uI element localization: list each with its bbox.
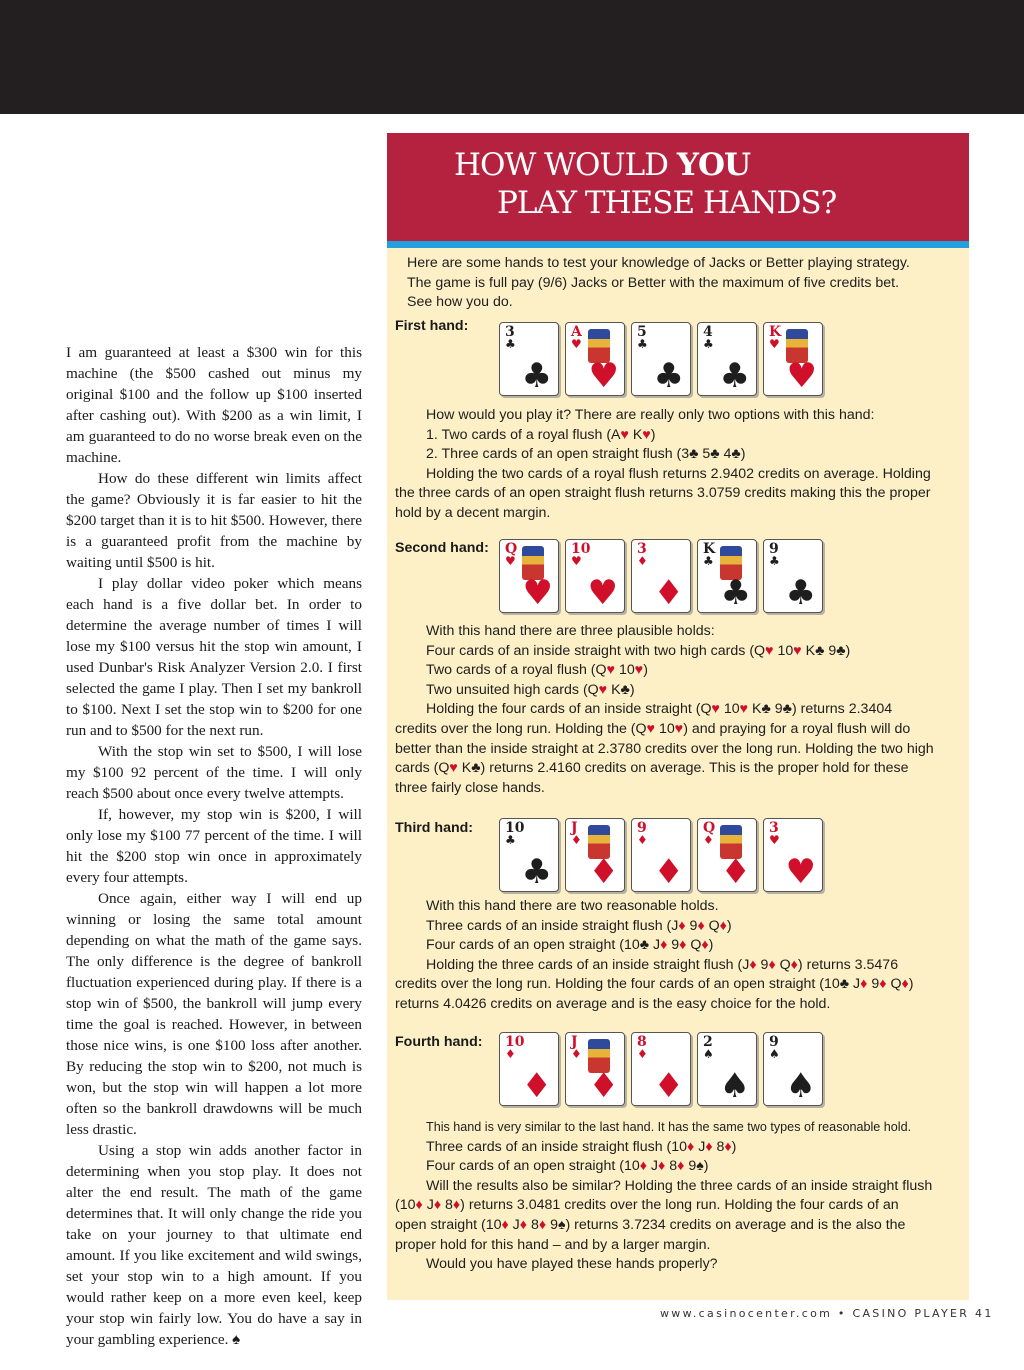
card-suit-icon: ♥ [588, 356, 619, 396]
description-line: credits over the long run. Holding the four cards of an open straight (10♣ J♦ 9♦ Q♦) [395, 976, 914, 993]
description-line: Holding the three cards of an inside straight flush (J♦ 9♦ Q♦) returns 3.5476 [426, 956, 899, 973]
playing-card [631, 818, 691, 892]
card-suit-icon: ♦ [588, 852, 619, 892]
playing-card [499, 539, 559, 613]
card-rank: 9 [769, 541, 779, 557]
card-rank: K [703, 541, 716, 557]
card-suit-pip: ♦ [571, 1047, 582, 1061]
third-hand-description [395, 897, 961, 1015]
card-suit-pip: ♣ [703, 554, 714, 568]
playing-card [565, 539, 625, 613]
description-line: With this hand there are three plausible holds: [426, 623, 715, 639]
card-rank: A [571, 324, 582, 340]
first-hand-description [395, 406, 961, 524]
third-hand-label: Third hand: [395, 820, 474, 836]
intro-line: Here are some hands to test your knowledge of Jacks or Better playing strategy. [407, 255, 910, 271]
description-line: Holding the four cards of an inside straight (Q♥ 10♥ K♣ 9♣) returns 2.3404 [426, 701, 893, 718]
description-line: Three cards of an inside straight flush (J♦ 9♦ Q♦) [426, 917, 732, 934]
card-suit-pip: ♦ [505, 1047, 516, 1061]
playing-card [697, 539, 757, 613]
card-suit-pip: ♣ [703, 337, 714, 351]
top-black-bar [0, 0, 1024, 114]
playing-card [565, 322, 625, 396]
card-suit-pip: ♥ [769, 337, 780, 351]
card-suit-pip: ♣ [505, 833, 516, 847]
intro-line: The game is full pay (9/6) Jacks or Better with the maximum of five credits bet. [407, 274, 900, 291]
description-line: With this hand there are two reasonable holds. [426, 898, 719, 914]
intro-line: See how you do. [407, 294, 513, 311]
card-suit-icon: ♥ [587, 573, 618, 613]
article-text-column [66, 342, 362, 1350]
card-suit-icon: ♥ [786, 356, 817, 396]
sidebar-banner [387, 133, 969, 241]
sidebar-intro [407, 254, 962, 313]
description-line: Three cards of an inside straight flush (10♦ J♦ 8♦) [426, 1138, 737, 1155]
description-line: 1. Two cards of a royal flush (A♥ K♥) [426, 426, 656, 443]
card-suit-pip: ♦ [637, 1047, 648, 1061]
card-suit-pip: ♣ [637, 337, 648, 351]
card-suit-icon: ♣ [653, 356, 684, 396]
article-paragraph: Once again, either way I will end up winning or losing the same total amount depending on what the math of the game says. The only difference is the degree of bankroll fluctuation experienced during play. If there is a stop win of $500, the bankroll will jump every time the goal is reached. However, in between those nice wins, is one $100 loss after another. By reducing the stop win to $200, not much is won, but the stop win will happen a lot more often so the bankroll drawdowns will be much less drastic. [66, 890, 362, 1138]
description-line: 2. Three cards of an open straight flush (3♣ 5♣ 4♣) [426, 446, 746, 463]
card-suit-icon: ♦ [521, 1066, 552, 1106]
banner-title-line1 [454, 147, 750, 183]
card-rank: J [571, 820, 578, 836]
playing-card [631, 322, 691, 396]
card-rank: 5 [637, 324, 647, 340]
card-suit-icon: ♣ [720, 573, 751, 613]
card-suit-icon: ♦ [720, 852, 751, 892]
playing-card [499, 818, 559, 892]
description-line: better than the inside straight at 2.3780 credits over the long run. Holding the two high [395, 740, 934, 757]
description-line: This hand is very similar to the last hand. It has the same two types of reasonable hold. [426, 1120, 912, 1134]
card-rank: 3 [637, 541, 647, 557]
playing-card [565, 1032, 625, 1106]
card-suit-pip: ♦ [637, 833, 648, 847]
card-suit-icon: ♦ [653, 1066, 684, 1106]
fourth-hand-description [395, 1118, 961, 1275]
playing-card [697, 1032, 757, 1106]
article-paragraph: With the stop win set to $500, I will lose my $100 92 percent of the time. I will only reach $500 about once every twelve attempts. [66, 743, 362, 802]
description-line: three fairly close hands. [395, 779, 545, 796]
first-hand-label: First hand: [395, 318, 469, 334]
card-rank: 10 [505, 820, 525, 836]
card-suit-pip: ♦ [637, 554, 648, 568]
card-suit-pip: ♠ [703, 1047, 714, 1061]
card-rank: 3 [769, 820, 779, 836]
playing-card [631, 539, 691, 613]
card-rank: J [571, 1034, 578, 1050]
card-rank: K [769, 324, 782, 340]
card-rank: 8 [637, 1034, 647, 1050]
card-rank: 9 [637, 820, 647, 836]
playing-card [631, 1032, 691, 1106]
description-line: cards (Q♥ K♣) returns 2.4160 credits on average. This is the proper hold for these [395, 760, 909, 777]
card-rank: Q [703, 820, 716, 836]
card-rank: 9 [769, 1034, 779, 1050]
card-suit-icon: ♥ [522, 573, 553, 613]
article-paragraph: How do these different win limits affect the game? Obviously it is far easier to hit the $200 target than it is to hit $500. However, there is a guaranteed profit from the machine by waiting until $500 is hit. [66, 470, 362, 571]
accent-bar [387, 241, 969, 248]
playing-card [763, 322, 823, 396]
description-line: the three cards of an open straight flush returns 3.0759 credits making this the proper [395, 485, 931, 502]
playing-card [499, 322, 559, 396]
card-rank: 2 [703, 1034, 713, 1050]
article-paragraph: If, however, my stop win is $200, I will only lose my $100 77 percent of the time. I will hit the $200 stop win once in approximately every four attempts. [66, 806, 362, 886]
second-hand-description [395, 622, 961, 798]
card-rank: Q [505, 541, 518, 557]
playing-card [763, 818, 823, 892]
description-line: Two cards of a royal flush (Q♥ 10♥) [426, 662, 648, 679]
banner-title-text: HOW WOULD [454, 147, 677, 183]
card-rank: 10 [505, 1034, 525, 1050]
card-suit-icon: ♣ [521, 356, 552, 396]
description-line: (10♦ J♦ 8♦) returns 3.0481 credits over the long run. Holding the four cards of an [395, 1197, 899, 1214]
card-suit-icon: ♦ [653, 852, 684, 892]
banner-title-bold: YOU [676, 147, 751, 183]
card-suit-icon: ♦ [653, 573, 684, 613]
playing-card [697, 322, 757, 396]
card-suit-pip: ♦ [703, 833, 714, 847]
description-line: How would you play it? There are really only two options with this hand: [426, 407, 875, 423]
fourth-hand-label: Fourth hand: [395, 1034, 483, 1050]
article-paragraph: I play dollar video poker which means each hand is a five dollar bet. In order to determine the average number of times I will lose my $100 versus hit the stop win amount, I used Dunbar's Risk Analyzer Version 2.0. I first selected the game I play. Then I set my bankroll to $100. Next I set the stop win to $200 for one run and to $500 for the next run. [66, 575, 362, 739]
card-suit-icon: ♠ [785, 1066, 816, 1106]
playing-card [763, 539, 823, 613]
hands-sidebar [387, 133, 969, 1300]
banner-title-line2: PLAY THESE HANDS? [497, 185, 837, 221]
playing-card [499, 1032, 559, 1106]
card-suit-icon: ♣ [719, 356, 750, 396]
article-paragraph: I am guaranteed at least a $300 win for this machine (the $500 cashed out minus my original $100 and the follow up $100 inserted after cashing out). With $200 as a win limit, I am guaranteed to do no worse break even on the machine. [66, 344, 362, 466]
description-line: proper hold for this hand – and by a larger margin. [395, 1236, 711, 1253]
playing-card [697, 818, 757, 892]
card-rank: 4 [703, 324, 713, 340]
card-suit-pip: ♣ [505, 337, 516, 351]
card-suit-icon: ♣ [521, 852, 552, 892]
card-suit-icon: ♦ [588, 1066, 619, 1106]
card-suit-pip: ♦ [571, 833, 582, 847]
card-suit-pip: ♥ [571, 337, 582, 351]
description-line: Four cards of an open straight (10♦ J♦ 8♦ 9♠) [426, 1158, 709, 1175]
second-hand-label: Second hand: [395, 540, 489, 556]
description-line: hold by a decent margin. [395, 504, 551, 521]
description-line: Four cards of an open straight (10♣ J♦ 9♦ Q♦) [426, 937, 714, 954]
description-line: Holding the two cards of a royal flush returns 2.9402 credits on average. Holding [426, 465, 931, 482]
description-line: Four cards of an inside straight with two high cards (Q♥ 10♥ K♣ 9♣) [426, 642, 851, 659]
card-suit-pip: ♥ [769, 833, 780, 847]
card-suit-pip: ♥ [571, 554, 582, 568]
description-line: returns 4.0426 credits on average and is the easy choice for the hold. [395, 995, 831, 1012]
article-paragraph: Using a stop win adds another factor in determining when you stop play. It does not alter the end result. The math of the game determines that. It will only change the ride you take on your journey to that ultimate end amount. If you like excitement and wild swings, set your stop win to a high amount. If you would rather keep on a more even keel, keep your stop win fairly low. You do have a say in your gambling experience. ♠ [66, 1142, 362, 1348]
card-suit-icon: ♣ [785, 573, 816, 613]
description-line: credits over the long run. Holding the (Q♥ 10♥) and praying for a royal flush will do [395, 720, 911, 737]
description-line: Will the results also be similar? Holding the three cards of an inside straight flush [426, 1177, 933, 1194]
card-rank: 10 [571, 541, 591, 557]
description-line: open straight (10♦ J♦ 8♦ 9♠) returns 3.7234 credits on average and is the also the [395, 1216, 906, 1233]
page-footer: www.casinocenter.com • CASINO PLAYER 41 [660, 1307, 994, 1320]
card-suit-icon: ♥ [785, 852, 816, 892]
card-suit-pip: ♥ [505, 554, 516, 568]
card-suit-icon: ♠ [719, 1066, 750, 1106]
description-line: Two unsuited high cards (Q♥ K♣) [426, 681, 635, 698]
card-suit-pip: ♠ [769, 1047, 780, 1061]
card-suit-pip: ♣ [769, 554, 780, 568]
playing-card [763, 1032, 823, 1106]
playing-card [565, 818, 625, 892]
card-rank: 3 [505, 324, 515, 340]
description-line: Would you have played these hands properly? [426, 1256, 718, 1273]
